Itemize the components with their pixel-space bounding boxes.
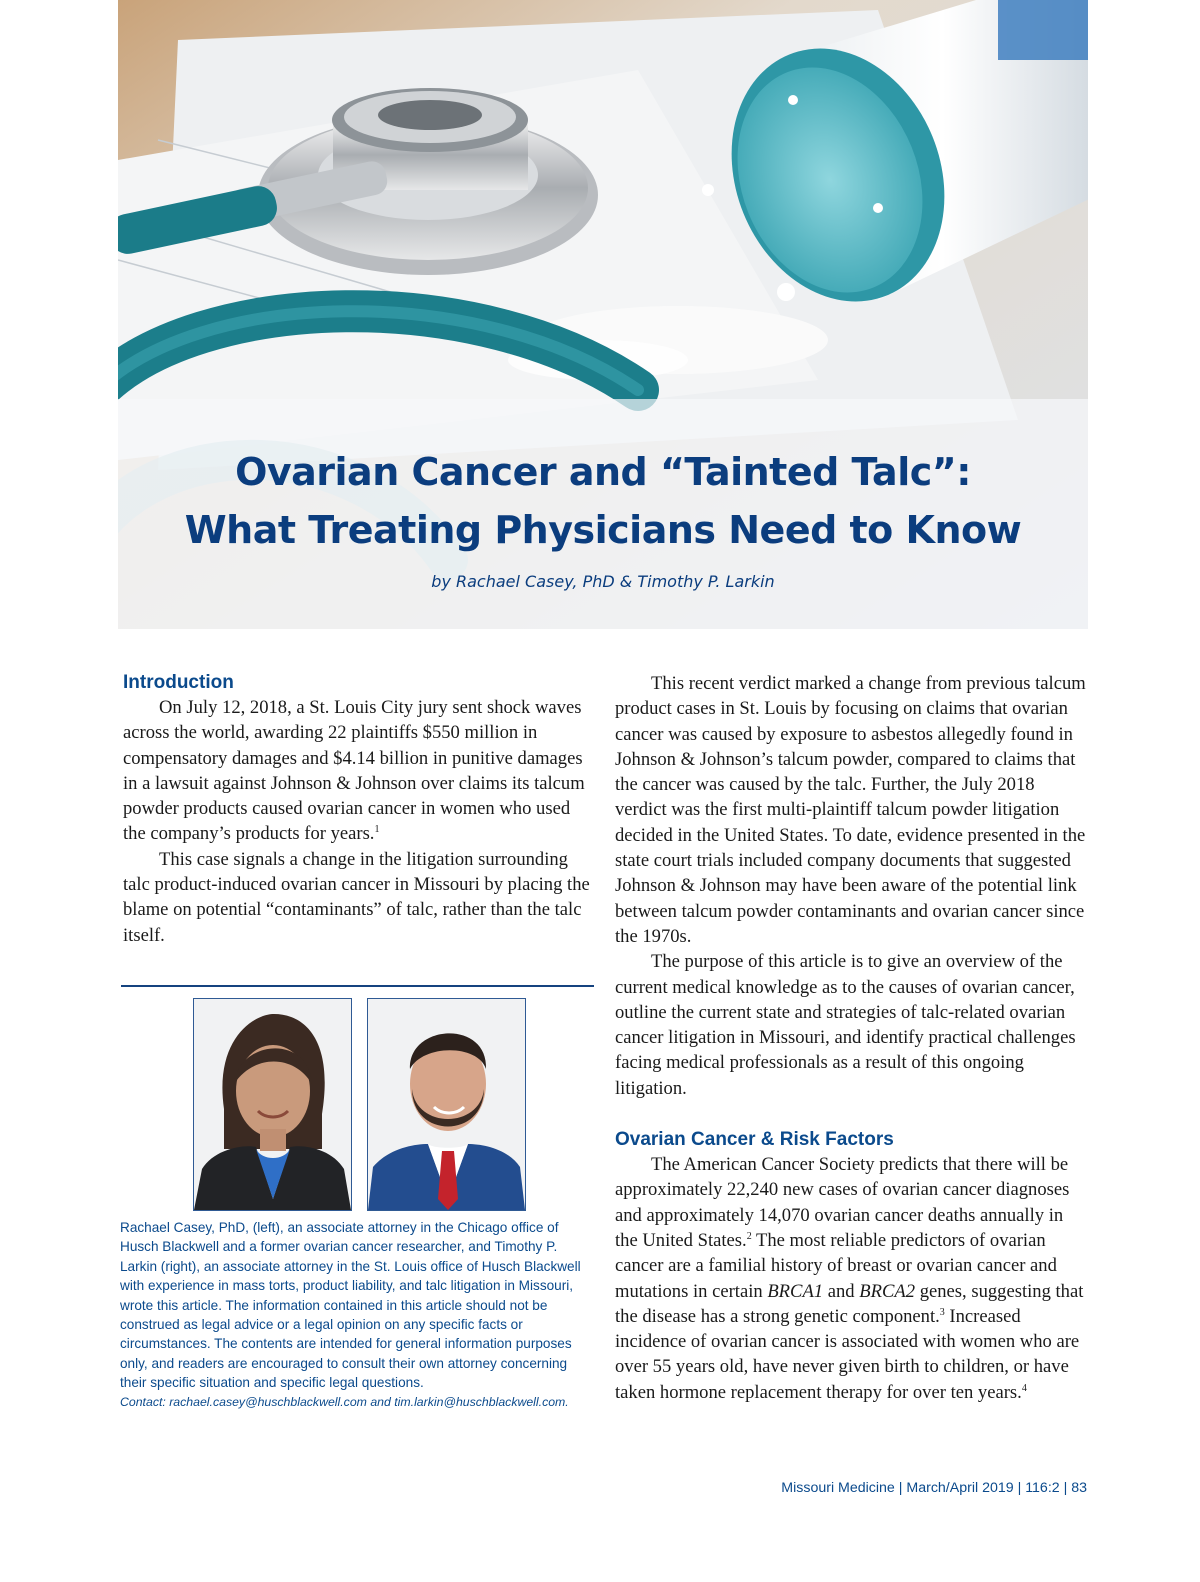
page-footer: Missouri Medicine | March/April 2019 | 116:2 | 83 [781, 1480, 1087, 1496]
risk-factors-section [615, 1127, 1090, 1405]
author-contact: Contact: rachael.casey@huschblackwell.com and tim.larkin@huschblackwell.com. [120, 1394, 569, 1409]
risk-text-c: genes, suggesting that the disease has a strong genetic component. [615, 1280, 1084, 1327]
article-title-line-2: What Treating Physicians Need to Know [184, 508, 1022, 552]
risk-text-a: The American Cancer Society predicts that there will be approximately 22,240 new cases of ovarian cancer diagnoses and approximately 14,070 ovarian cancer deaths annually in the United States. [615, 1154, 1070, 1251]
footnote-ref-3: 3 [939, 1306, 945, 1318]
right-column [615, 671, 1090, 1405]
byline: by Rachael Casey, PhD & Timothy P. Larkin [431, 572, 775, 591]
right-paragraph-1: This recent verdict marked a change from previous talcum product cases in St. Louis by focusing on claims that ovarian cancer was caused by exposure to asbestos allegedly found in Johnson & Johnson’s talcum powder, compared to claims that the cancer was caused by the talc. Further, the July 2018 verdict was the first multi-plaintiff talcum powder litigation decided in the United States. To date, evidence presented in the state court trials included company documents that suggested Johnson & Johnson may have been aware of the potential link between talcum powder contaminants and ovarian cancer since the 1970s. [615, 673, 1086, 947]
risk-text-b: The most reliable predictors of ovarian cancer are a familial history of breast or ovarian cancer and mutations in certain [615, 1229, 1057, 1302]
introduction-heading: Introduction [123, 672, 234, 693]
risk-factors-heading: Ovarian Cancer & Risk Factors [615, 1129, 894, 1151]
left-column [123, 670, 593, 948]
author-photo-rachael-casey [193, 998, 352, 1211]
right-paragraph-2: The purpose of this article is to give an overview of the current medical knowledge as to the causes of ovarian cancer, outline the current state and strategies of talc-related ovarian cancer litigation in Missouri, and identify practical challenges facing medical professionals as a result of this ongoing litigation. [615, 951, 1076, 1099]
intro-paragraph-1 [123, 695, 593, 847]
section-divider [121, 985, 594, 987]
author-bio [120, 1218, 595, 1412]
risk-text-d: Increased incidence of ovarian cancer is associated with women who are over 55 years old, have never given birth to children, or have taken hormone replacement therapy for over ten years. [615, 1305, 1080, 1403]
gene-brca1: BRCA1 [767, 1280, 824, 1302]
footnote-ref-4: 4 [1021, 1382, 1027, 1394]
risk-text-and: and [823, 1280, 860, 1302]
author-photo-timothy-larkin [367, 998, 526, 1211]
author-bio-text: Rachael Casey, PhD, (left), an associate attorney in the Chicago office of Husch Blackwell and a former ovarian cancer researcher, and Timothy P. Larkin (right), an associate attorney in the St. Louis office of Husch Blackwell with experience in mass torts, product liability, and talc litigation in Missouri, wrote this article. The information contained in this article should not be construed as legal advice or a legal opinion on any specific facts or circumstances. The contents are intended for general information purposes only, and readers are encouraged to consult their own attorney concerning their specific situation and specific legal questions. [120, 1220, 581, 1391]
footnote-ref-1: 1 [374, 824, 380, 836]
footnote-ref-2: 2 [746, 1230, 752, 1242]
hero-banner [118, 0, 1088, 629]
intro-paragraph-1-text: On July 12, 2018, a St. Louis City jury sent shock waves across the world, awarding 22 plaintiffs $550 million in compensatory damages and $4.14 billion in punitive damages in a lawsuit against Johnson & Johnson over claims its talcum powder products caused ovarian cancer in women who used the company’s products for years. [123, 697, 585, 845]
gene-brca2: BRCA2 [859, 1280, 916, 1302]
risk-factors-paragraph [615, 1152, 1090, 1405]
article-title-line-1: Ovarian Cancer and “Tainted Talc”: [235, 450, 971, 494]
intro-paragraph-2: This case signals a change in the litigation surrounding talc product-induced ovarian cancer in Missouri by placing the blame on potential “contaminants” of talc, rather than the talc itself. [123, 848, 590, 946]
